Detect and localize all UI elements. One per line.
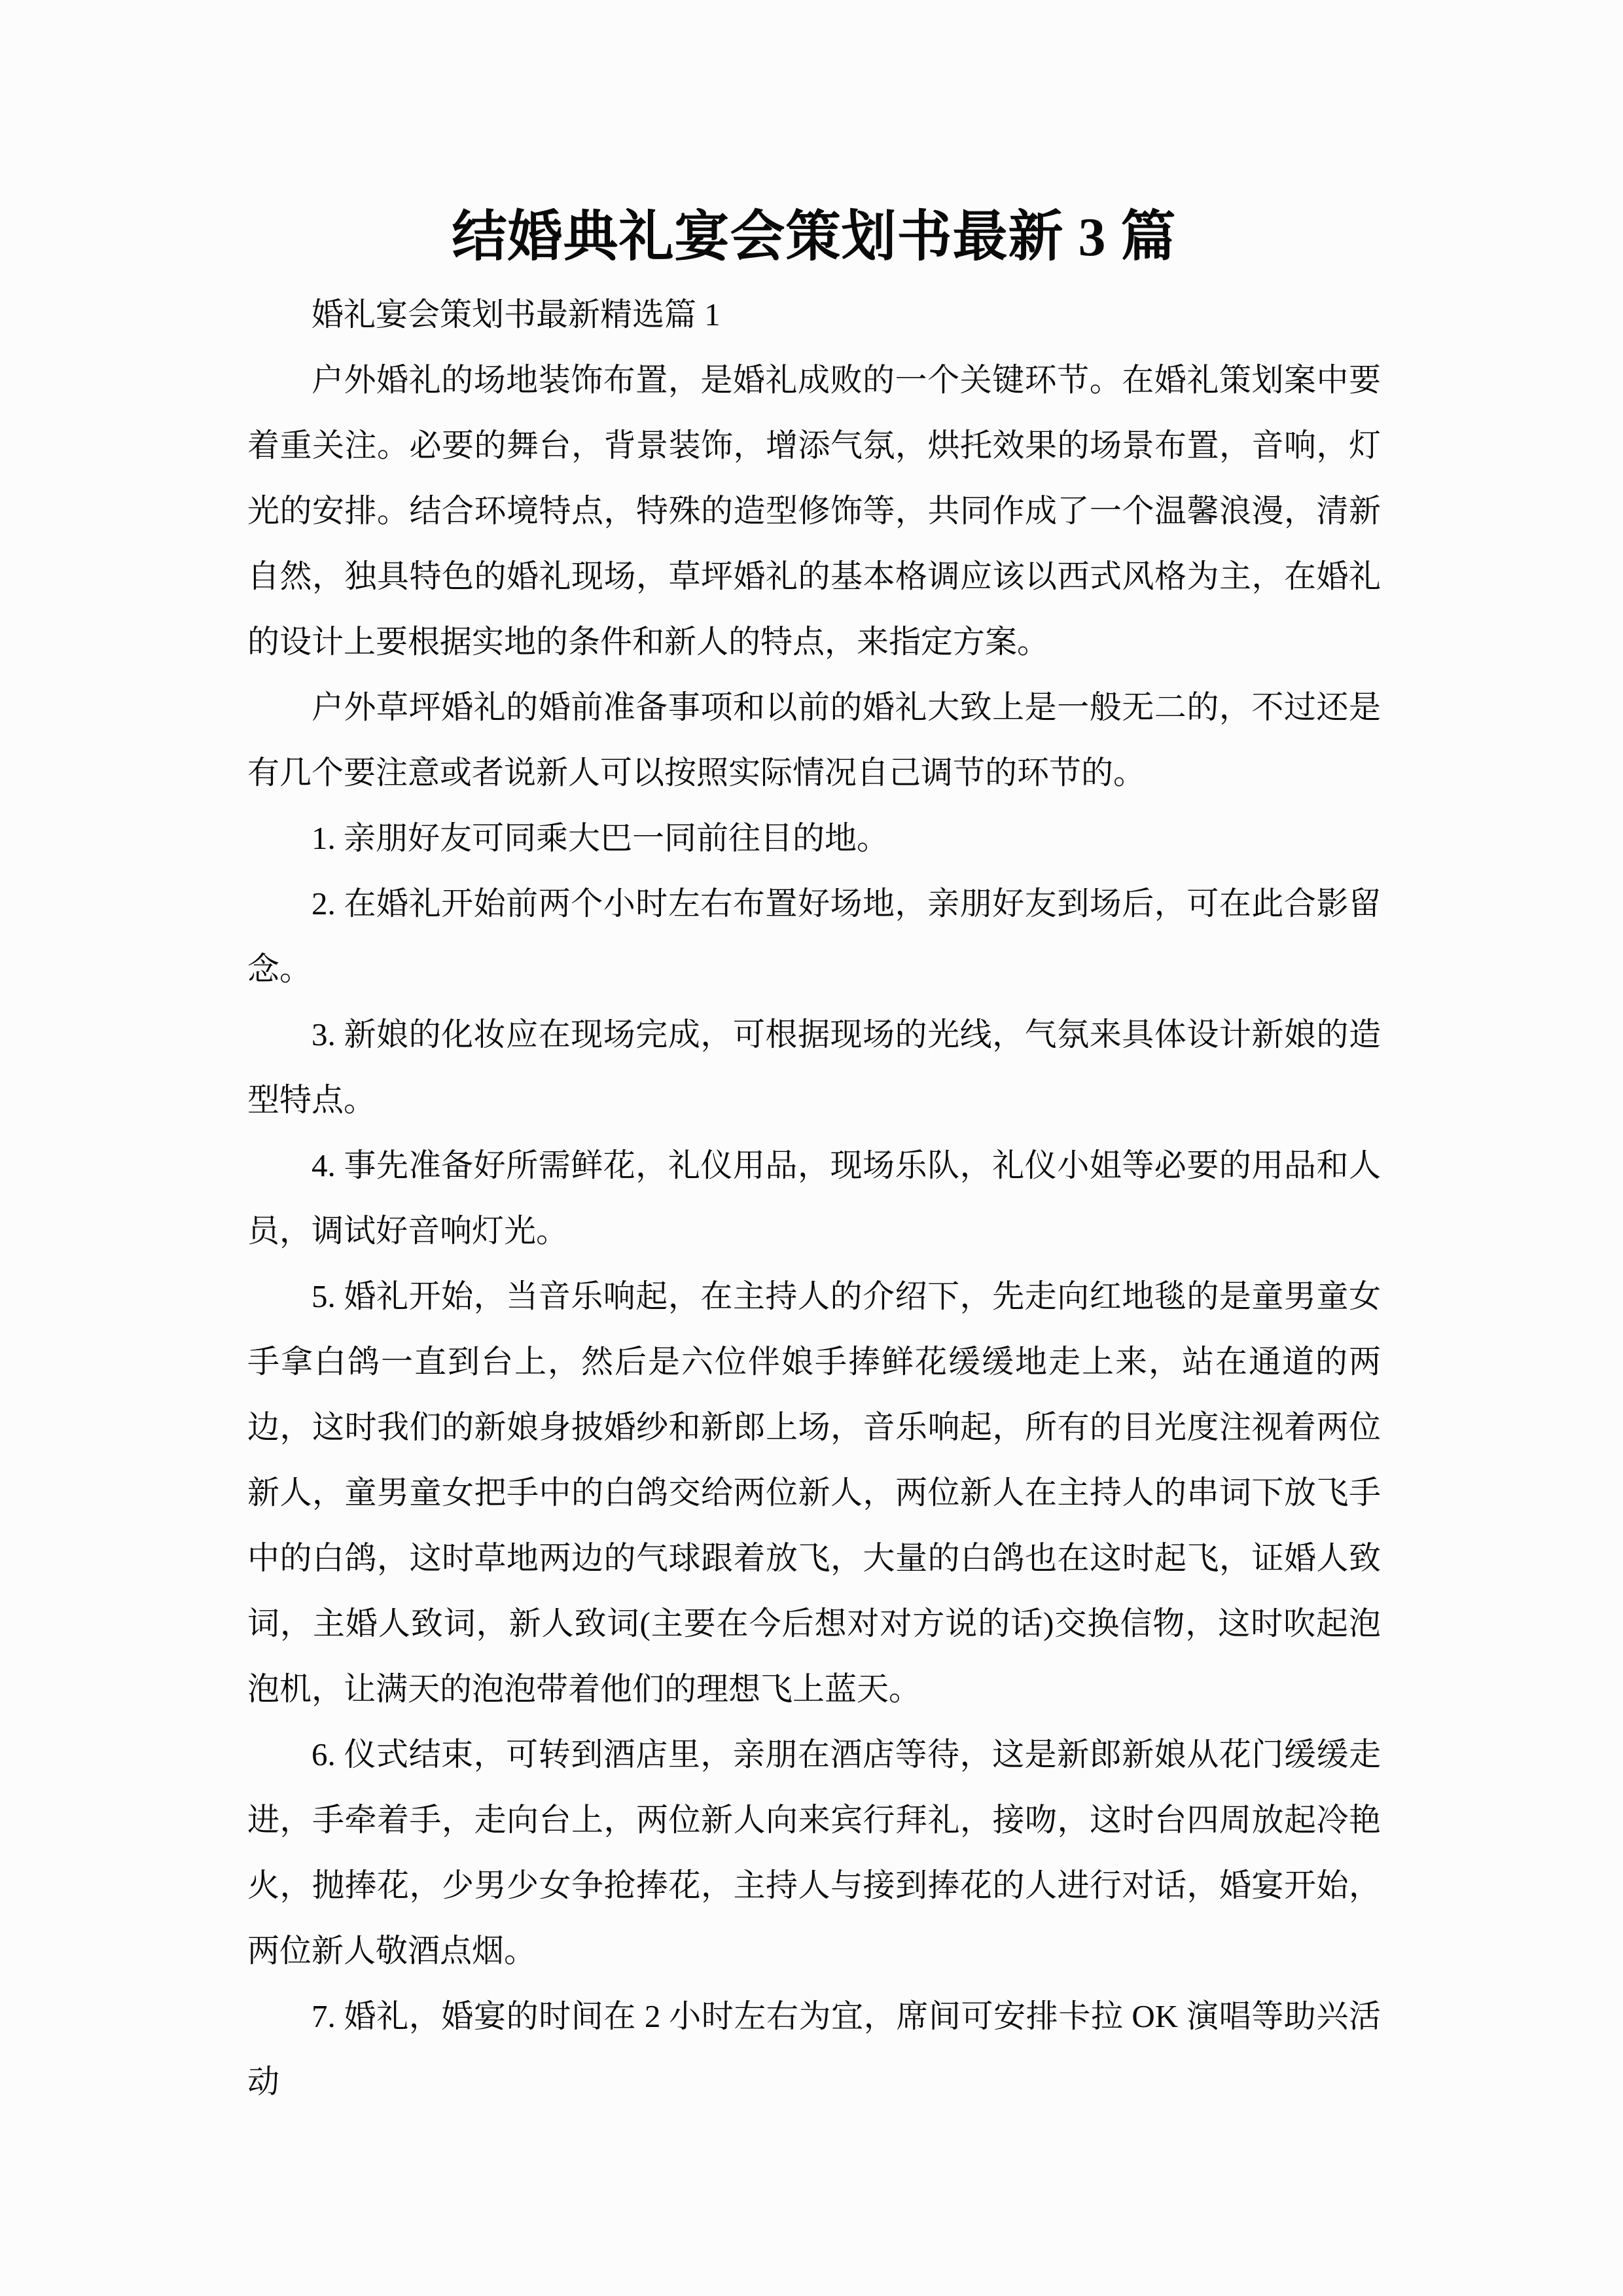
body-paragraph: 户外草坪婚礼的婚前准备事项和以前的婚礼大致上是一般无二的，不过还是有几个要注意或者说新人可以按照实际情况自己调节的环节的。 (247, 689, 1381, 791)
document-body (247, 282, 1381, 2115)
body-paragraph: 7. 婚礼，婚宴的时间在 2 小时左右为宜，席间可安排卡拉 OK 演唱等助兴活动 (247, 1998, 1381, 2100)
body-paragraph: 3. 新娘的化妆应在现场完成，可根据现场的光线，气氛来具体设计新娘的造型特点。 (247, 1016, 1381, 1119)
body-paragraph: 4. 事先准备好所需鲜花，礼仪用品，现场乐队，礼仪小姐等必要的用品和人员，调试好音响灯光。 (247, 1147, 1381, 1249)
body-paragraph: 2. 在婚礼开始前两个小时左右布置好场地，亲朋好友到场后，可在此合影留念。 (247, 886, 1381, 988)
section-subtitle: 婚礼宴会策划书最新精选篇 1 (312, 296, 721, 333)
document-content (247, 0, 1381, 2115)
body-paragraph: 6. 仪式结束，可转到酒店里，亲朋在酒店等待，这是新郎新娘从花门缓缓走进，手牵着手，走向台上，两位新人向来宾行拜礼，接吻，这时台四周放起冷艳火，抛捧花，少男少女争抢捧花，主持人与接到捧花的人进行对话，婚宴开始，两位新人敬酒点烟。 (247, 1736, 1381, 1969)
body-paragraph: 户外婚礼的场地装饰布置，是婚礼成败的一个关键环节。在婚礼策划案中要着重关注。必要的舞台，背景装饰，增添气氛，烘托效果的场景布置，音响，灯光的安排。结合环境特点，特殊的造型修饰等，共同作成了一个温馨浪漫，清新自然，独具特色的婚礼现场，草坪婚礼的基本格调应该以西式风格为主，在婚礼的设计上要根据实地的条件和新人的特点，来指定方案。 (247, 362, 1381, 660)
body-paragraph: 5. 婚礼开始，当音乐响起，在主持人的介绍下，先走向红地毯的是童男童女手拿白鸽一直到台上，然后是六位伴娘手捧鲜花缓缓地走上来，站在通道的两边，这时我们的新娘身披婚纱和新郎上场，音乐响起，所有的目光度注视着两位新人，童男童女把手中的白鸽交给两位新人，两位新人在主持人的串词下放飞手中的白鸽，这时草地两边的气球跟着放飞，大量的白鸽也在这时起飞，证婚人致词，主婚人致词，新人致词(主要在今后想对对方说的话)交换信物，这时吹起泡泡机，让满天的泡泡带着他们的理想飞上蓝天。 (247, 1278, 1381, 1708)
document-title: 结婚典礼宴会策划书最新 3 篇 (452, 207, 1177, 268)
body-paragraph: 1. 亲朋好友可同乘大巴一同前往目的地。 (312, 820, 889, 857)
